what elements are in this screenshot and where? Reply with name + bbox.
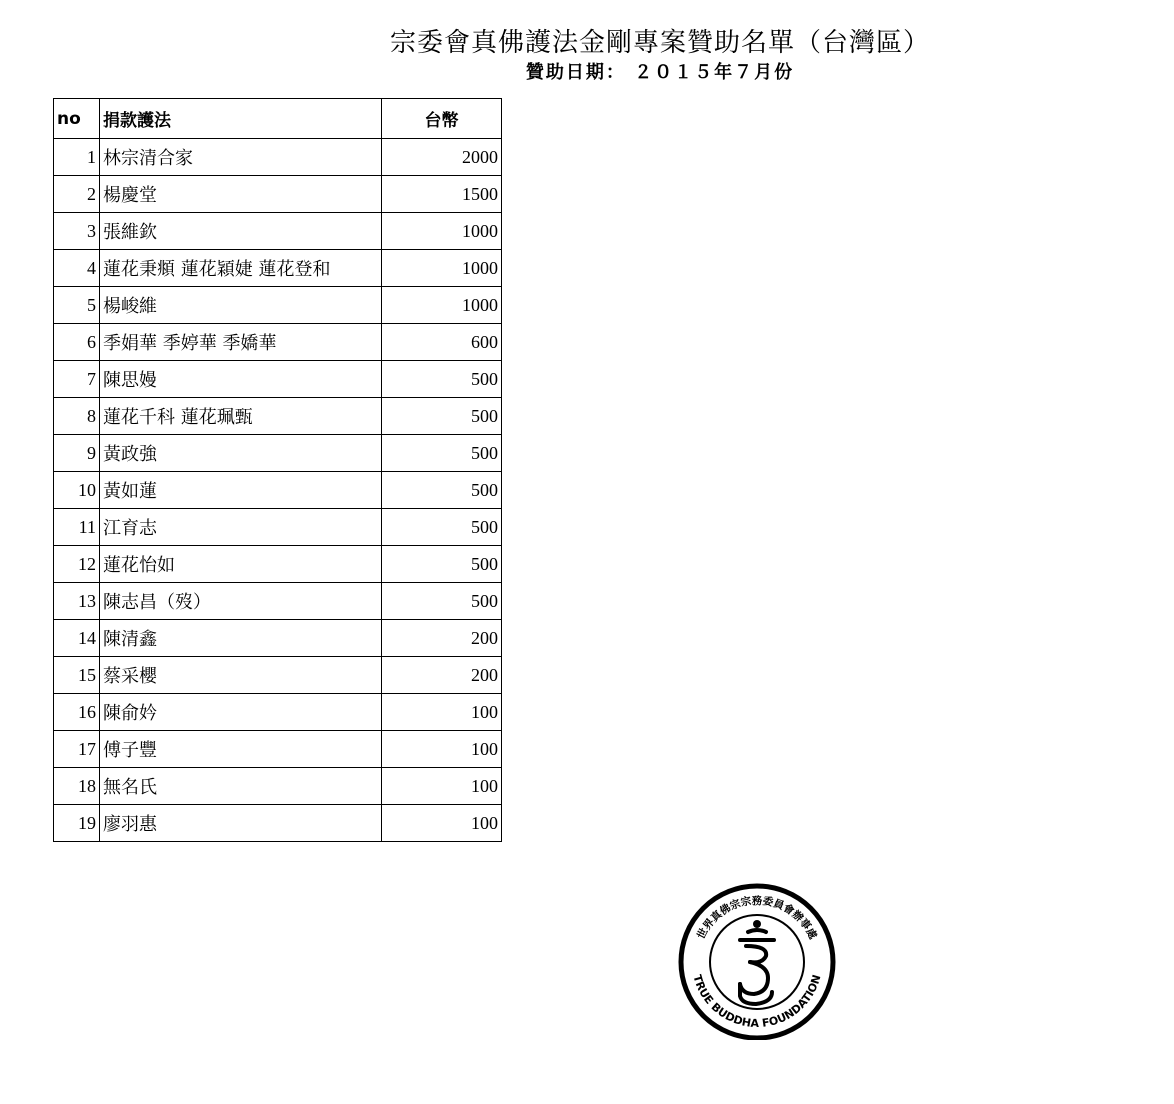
table-row <box>54 472 502 509</box>
donation-amount: 100 <box>382 768 502 805</box>
row-number: 18 <box>54 768 100 805</box>
donation-amount: 1500 <box>382 176 502 213</box>
seal-chinese-text: 世界真佛宗宗務委員會辦事處 <box>695 895 819 942</box>
table-row <box>54 694 502 731</box>
row-number: 3 <box>54 213 100 250</box>
row-number: 1 <box>54 139 100 176</box>
donor-name: 張維欽 <box>100 213 382 250</box>
donor-name: 江育志 <box>100 509 382 546</box>
table-row <box>54 583 502 620</box>
donation-amount: 500 <box>382 546 502 583</box>
donor-name: 蔡采櫻 <box>100 657 382 694</box>
true-buddha-foundation-seal-icon <box>672 880 842 1040</box>
donor-name: 蓮花千科 蓮花珮甄 <box>100 398 382 435</box>
donor-name: 無名氏 <box>100 768 382 805</box>
table-row <box>54 398 502 435</box>
table-row <box>54 213 502 250</box>
donation-amount: 100 <box>382 805 502 842</box>
table-row <box>54 324 502 361</box>
donor-name: 廖羽惠 <box>100 805 382 842</box>
row-number: 6 <box>54 324 100 361</box>
donation-amount: 600 <box>382 324 502 361</box>
table-header-row <box>54 99 502 139</box>
table-row <box>54 250 502 287</box>
table-row <box>54 731 502 768</box>
row-number: 11 <box>54 509 100 546</box>
table-row <box>54 657 502 694</box>
donor-name: 陳俞妗 <box>100 694 382 731</box>
donation-amount: 100 <box>382 694 502 731</box>
row-number: 17 <box>54 731 100 768</box>
table-row <box>54 768 502 805</box>
hum-syllable-icon <box>740 920 774 1004</box>
donation-amount: 200 <box>382 620 502 657</box>
donor-name: 楊峻維 <box>100 287 382 324</box>
row-number: 2 <box>54 176 100 213</box>
table-row <box>54 805 502 842</box>
row-number: 4 <box>54 250 100 287</box>
document-title: 宗委會真佛護法金剛專案贊助名單（台灣區） <box>389 28 930 58</box>
row-number: 8 <box>54 398 100 435</box>
donation-amount: 1000 <box>382 250 502 287</box>
donation-amount: 500 <box>382 398 502 435</box>
table-row <box>54 287 502 324</box>
row-number: 19 <box>54 805 100 842</box>
donation-amount: 200 <box>382 657 502 694</box>
donor-name: 陳思嫚 <box>100 361 382 398</box>
donor-name: 楊慶堂 <box>100 176 382 213</box>
donation-amount: 500 <box>382 435 502 472</box>
sponsor-date: 贊助日期： ２０１５年７月份 <box>525 62 795 83</box>
row-number: 15 <box>54 657 100 694</box>
donor-name: 林宗清合家 <box>100 139 382 176</box>
donation-amount: 500 <box>382 361 502 398</box>
donor-name: 季娟華 季婷華 季嬌華 <box>100 324 382 361</box>
row-number: 7 <box>54 361 100 398</box>
donation-amount: 500 <box>382 472 502 509</box>
row-number: 12 <box>54 546 100 583</box>
donor-name: 傅子豐 <box>100 731 382 768</box>
donor-name: 陳清鑫 <box>100 620 382 657</box>
donation-amount: 2000 <box>382 139 502 176</box>
header-amount: 台幣 <box>382 99 502 139</box>
table-row <box>54 361 502 398</box>
table-body <box>54 139 502 842</box>
donation-amount: 1000 <box>382 287 502 324</box>
table-row <box>54 509 502 546</box>
donation-amount: 500 <box>382 583 502 620</box>
table-row <box>54 435 502 472</box>
donor-name: 蓮花秉頫 蓮花穎婕 蓮花登和 <box>100 250 382 287</box>
header-no: no <box>54 99 100 139</box>
table-row <box>54 176 502 213</box>
header-donor: 捐款護法 <box>100 99 382 139</box>
row-number: 9 <box>54 435 100 472</box>
donor-name: 黃政強 <box>100 435 382 472</box>
row-number: 10 <box>54 472 100 509</box>
row-number: 14 <box>54 620 100 657</box>
row-number: 16 <box>54 694 100 731</box>
table-row <box>54 620 502 657</box>
row-number: 5 <box>54 287 100 324</box>
donor-name: 蓮花怡如 <box>100 546 382 583</box>
row-number: 13 <box>54 583 100 620</box>
donor-table <box>53 98 502 842</box>
donation-amount: 100 <box>382 731 502 768</box>
table-row <box>54 139 502 176</box>
donation-amount: 500 <box>382 509 502 546</box>
donor-name: 陳志昌（歿） <box>100 583 382 620</box>
donor-name: 黃如蓮 <box>100 472 382 509</box>
donation-amount: 1000 <box>382 213 502 250</box>
table-row <box>54 546 502 583</box>
seal-english-text: TRUE BUDDHA FOUNDATION <box>690 973 824 1031</box>
